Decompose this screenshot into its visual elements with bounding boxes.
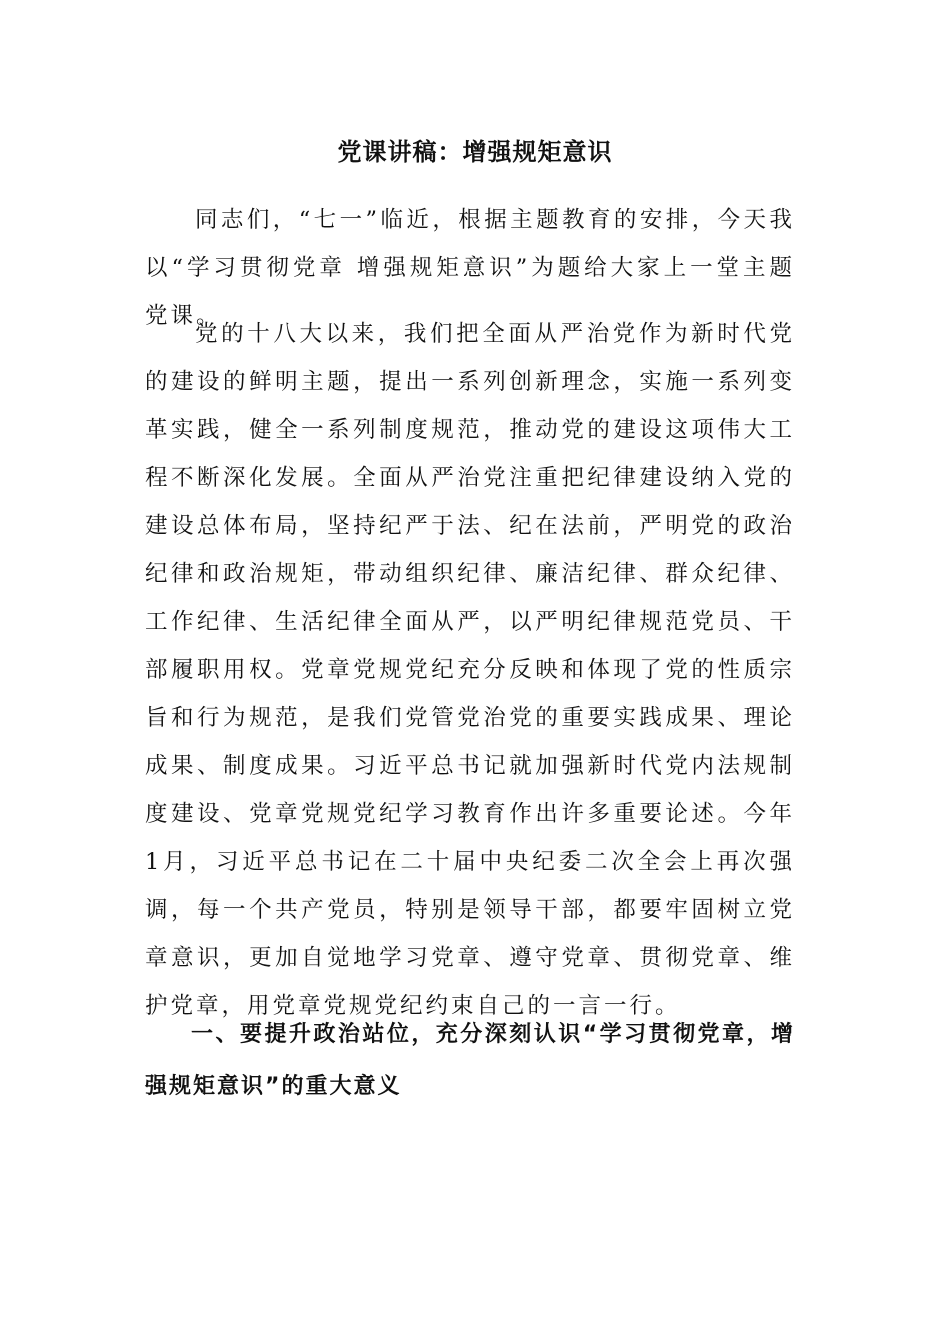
section-heading: 一、要提升政治站位，充分深刻认识“学习贯彻党章，增强规矩意识”的重大意义 [145,1022,795,1099]
document-title: 党课讲稿：增强规矩意识 [337,138,613,166]
opening-paragraph: 同志们，“七一”临近，根据主题教育的安排，今天我以“学习贯彻党章 增强规矩意识”为题给大家上一堂主题党课。 [145,207,795,329]
body-paragraph: 党的十八大以来，我们把全面从严治党作为新时代党的建设的鲜明主题，提出一系列创新理念，实施一系列变革实践，健全一系列制度规范，推动党的建设这项伟大工程不断深化发展。全面从严治党注重把纪律建设纳入党的建设总体布局，坚持纪严于法、纪在法前，严明党的政治纪律和政治规矩，带动组织纪律、廉洁纪律、群众纪律、工作纪律、生活纪律全面从严，以严明纪律规范党员、干部履职用权。党章党规党纪充分反映和体现了党的性质宗旨和行为规范，是我们党管党治党的重要实践成果、理论成果、制度成果。习近平总书记就加强新时代党内法规制度建设、党章党规党纪学习教育作出许多重要论述。今年1月，习近平总书记在二十届中央纪委二次全会上再次强调，每一个共产党员，特别是领导干部，都要牢固树立党章意识，更加自觉地学习党章、遵守党章、贯彻党章、维护党章，用党章党规党纪约束自己的一言一行。 [145,321,795,1019]
